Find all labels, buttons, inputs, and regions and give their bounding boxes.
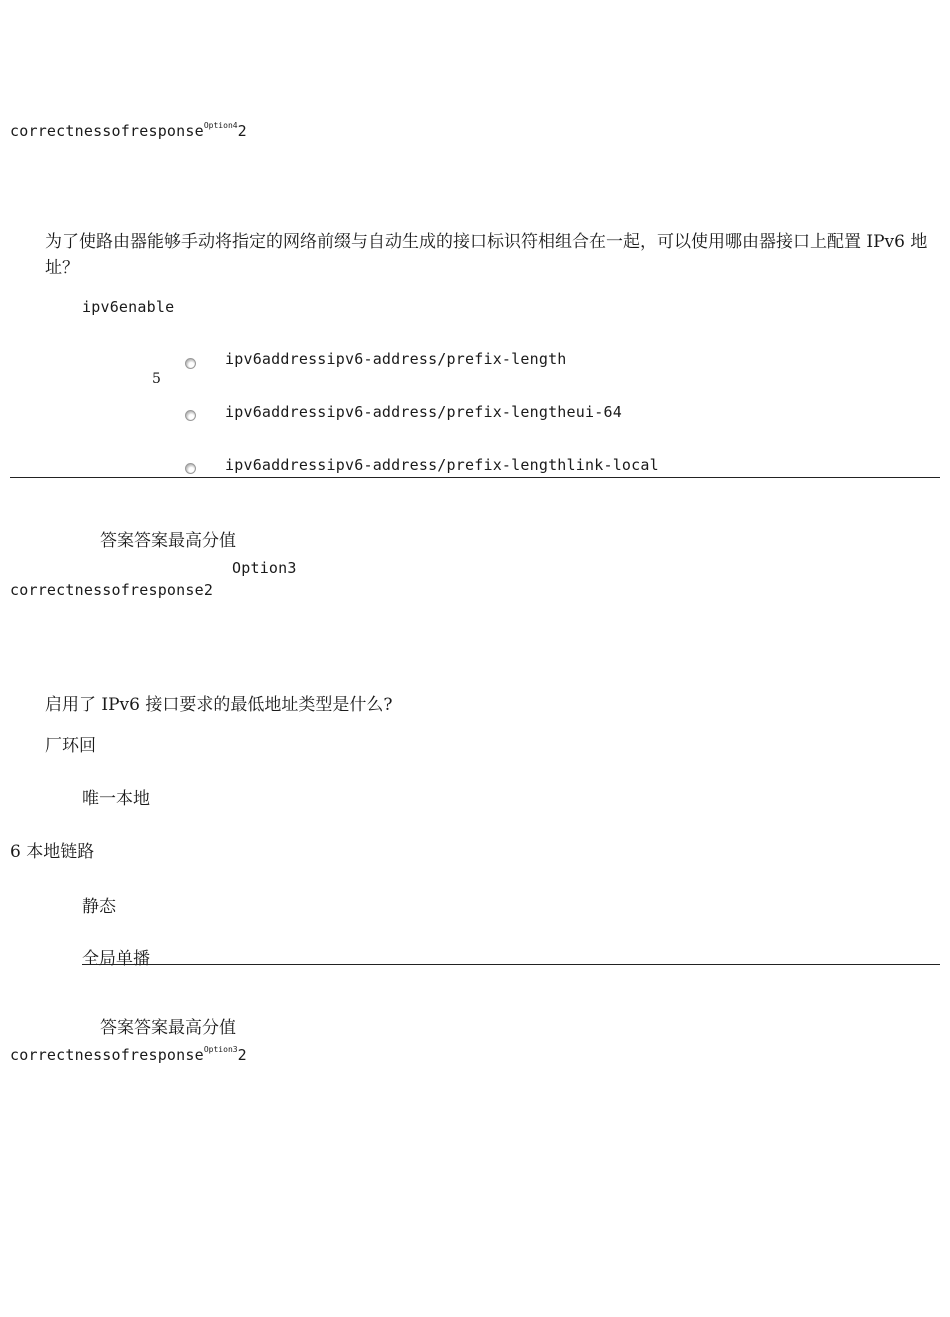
score-value: 2 (237, 122, 247, 140)
answer-option: Option3 (232, 559, 297, 577)
answer-header: 答案答案最高分值 (100, 1018, 236, 1038)
q6-option-2: 唯一本地 (82, 789, 150, 809)
correctness-line-2 (10, 581, 213, 599)
q6-option-3: 6 本地链路 (10, 842, 95, 862)
question-5-text: 为了使路由器能够手动将指定的网络前缀与自动生成的接口标识符相组合在一起，可以使用哪由器接口上配置 IPv6 地址？ (45, 232, 928, 278)
q5-option-1: ipv6enable (82, 298, 175, 316)
question-6-text: 启用了 IPv6 接口要求的最低地址类型是什么? (45, 695, 393, 715)
correctness-label: correctnessofresponse (10, 122, 204, 140)
divider (10, 477, 940, 478)
answer-header: 答案答案最高分值 (100, 531, 236, 551)
score-value: 2 (203, 581, 214, 599)
radio-button-icon[interactable] (185, 358, 196, 369)
q6-option-1: 厂环回 (45, 736, 96, 756)
divider (82, 964, 940, 965)
q5-option-4: ipv6addressipv6-address/prefix-lengthlink-local (225, 456, 659, 474)
correctness-line-1 (10, 122, 247, 140)
q5-option-2: ipv6addressipv6-address/prefix-length (225, 350, 567, 368)
correctness-label: correctnessofresponse (10, 1046, 204, 1064)
q5-option-3: ipv6addressipv6-address/prefix-lengtheui-64 (225, 403, 622, 421)
question-number: 5 (152, 371, 161, 384)
correctness-line-3 (10, 1046, 247, 1064)
option-superscript: Option4 (203, 121, 238, 130)
q6-option-4: 静态 (82, 897, 116, 917)
radio-button-icon[interactable] (185, 463, 196, 474)
option-superscript: Option3 (203, 1045, 238, 1054)
radio-button-icon[interactable] (185, 410, 196, 421)
score-value: 2 (237, 1046, 247, 1064)
correctness-label: correctnessofresponse (10, 581, 204, 599)
q6-option-5: 全局单播 (82, 949, 150, 969)
